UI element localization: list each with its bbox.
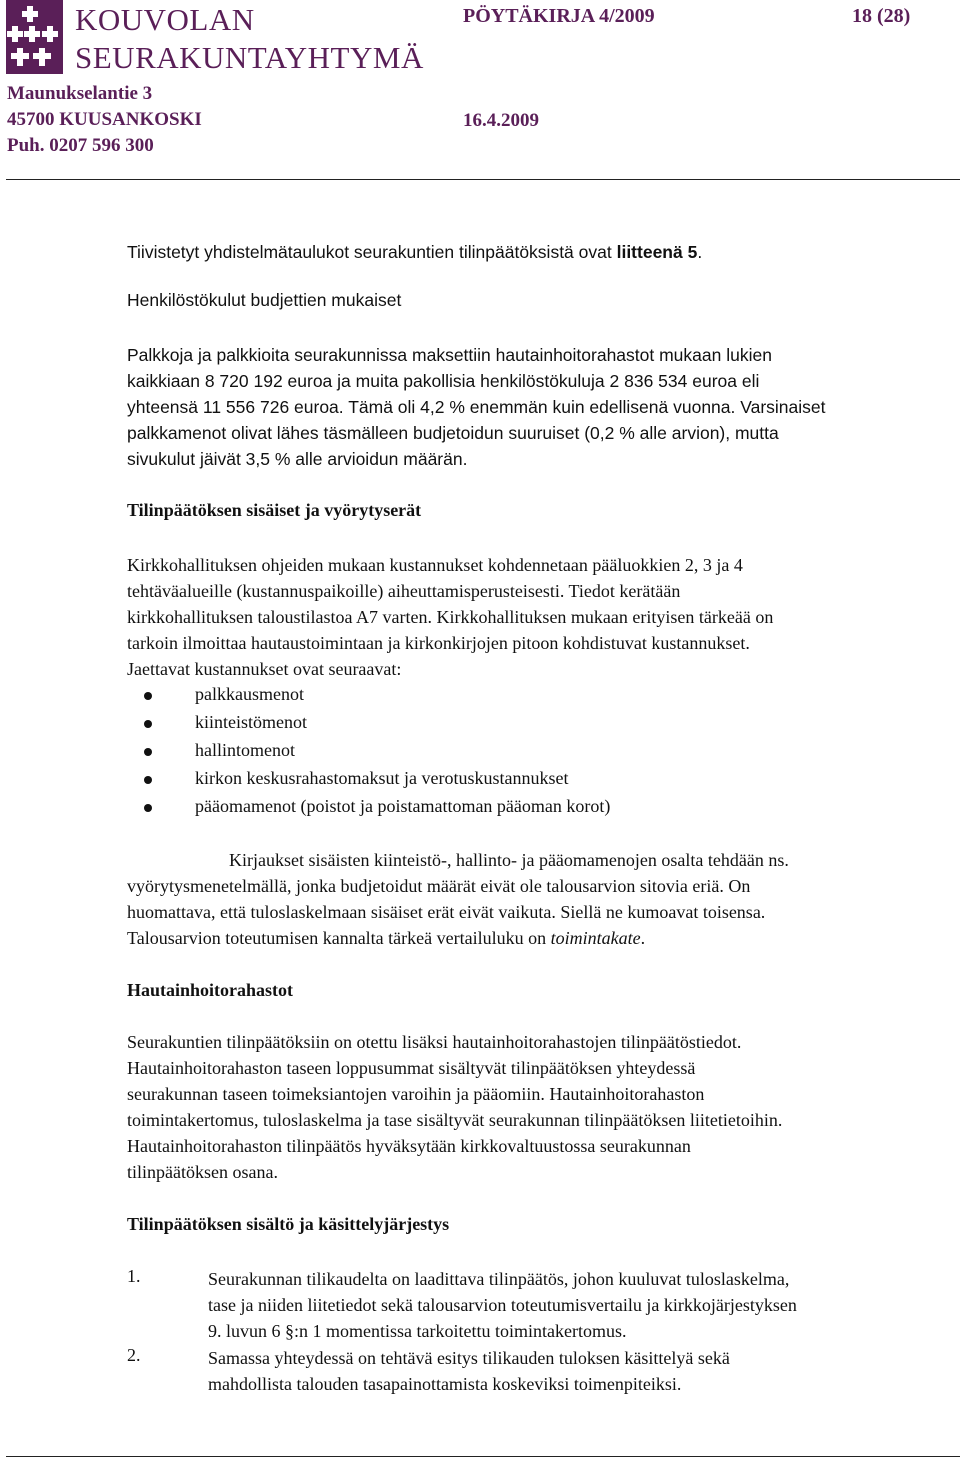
bullet-icon <box>144 692 152 700</box>
bullet-icon <box>144 804 152 812</box>
document-title: PÖYTÄKIRJA 4/2009 <box>463 5 655 27</box>
address-street: Maunukselantie 3 <box>7 83 153 104</box>
paragraph-line: tilinpäätöksen osana. <box>127 1162 278 1182</box>
paragraph-line: tehtäväalueille (kustannuspaikoille) aiheuttamisperusteisesti. Tiedot kerätään <box>127 581 681 601</box>
paragraph-text: Talousarvion toteutumisen kannalta tärkeä vertailuluku on <box>127 928 551 948</box>
paragraph-line: Kirkkohallituksen ohjeiden mukaan kustannukset kohdennetaan pääluokkien 2, 3 ja 4 <box>127 555 743 575</box>
bullet-item: palkkausmenot <box>195 684 304 704</box>
section2-heading: Tilinpäätöksen sisäiset ja vyörytyserät <box>127 500 422 520</box>
numbered-item <box>208 1266 797 1344</box>
bullet-item: kirkon keskusrahastomaksut ja verotuskustannukset <box>195 768 569 788</box>
paragraph-line: sivukulut jäivät 3,5 % alle arvioidun määrän. <box>127 449 468 469</box>
paragraph-line: toimintakertomus, tuloslaskelma ja tase sisältyvät seurakunnan tilinpäätöksen liitetietoihin. <box>127 1110 783 1130</box>
intro-bold-ref: liitteenä 5 <box>616 242 698 262</box>
numbered-item-line: 9. luvun 6 §:n 1 momentissa tarkoitettu toimintakertomus. <box>208 1321 627 1341</box>
paragraph-line: yhteensä 11 556 726 euroa. Tämä oli 4,2 % enemmän kuin edellisenä vuonna. Varsinaiset <box>127 397 826 417</box>
paragraph-line: Hautainhoitorahaston taseen loppusummat sisältyvät tilinpäätöksen yhteydessä <box>127 1058 696 1078</box>
paragraph-line: seurakunnan taseen toimeksiantojen varoihin ja pääomiin. Hautainhoitorahaston <box>127 1084 705 1104</box>
church-logo <box>6 0 63 74</box>
section3-heading: Hautainhoitorahastot <box>127 980 294 1000</box>
org-name-line1: KOUVOLAN <box>75 2 255 37</box>
bullet-item: hallintomenot <box>195 740 295 760</box>
paragraph-line: Palkkoja ja palkkioita seurakunnissa maksettiin hautainhoitorahastot mukaan lukien <box>127 345 772 365</box>
list-number: 1. <box>127 1266 141 1286</box>
org-name-line2: SEURAKUNTAYHTYMÄ <box>75 40 424 75</box>
section4-heading: Tilinpäätöksen sisältö ja käsittelyjärjestys <box>127 1214 450 1234</box>
bullet-icon <box>144 720 152 728</box>
numbered-item-line: tase ja niiden liitetiedot sekä talousarvion toteutumisvertailu ja kirkkojärjestyksen <box>208 1295 797 1315</box>
bullet-item: pääomamenot (poistot ja poistamattoman pääoman korot) <box>195 796 611 816</box>
document-date: 16.4.2009 <box>463 110 539 131</box>
phone-number: Puh. 0207 596 300 <box>7 135 154 156</box>
list-number: 2. <box>127 1345 141 1365</box>
paragraph-line: huomattava, että tuloslaskelmaan sisäiset erät eivät vaikuta. Siellä ne kumoavat toisensa. <box>127 902 766 922</box>
numbered-item-line: mahdollista talouden tasapainottamista koskeviksi toimenpiteiksi. <box>208 1374 682 1394</box>
page-number: 18 (28) <box>852 5 911 27</box>
address-city: 45700 KUUSANKOSKI <box>7 109 202 130</box>
paragraph-line: Hautainhoitorahaston tilinpäätös hyväksytään kirkkovaltuustossa seurakunnan <box>127 1136 691 1156</box>
section2b-paragraph <box>127 847 937 951</box>
numbered-item <box>208 1345 730 1397</box>
footer-divider <box>6 1456 960 1457</box>
bullet-icon <box>144 776 152 784</box>
intro-text: Tiivistetyt yhdistelmätaulukot seurakuntien tilinpäätöksistä ovat <box>127 242 617 262</box>
intro-paragraph <box>127 239 937 265</box>
section1-heading: Henkilöstökulut budjettien mukaiset <box>127 290 402 310</box>
paragraph-line: Jaettavat kustannukset ovat seuraavat: <box>127 659 402 679</box>
paragraph-line: kaikkiaan 8 720 192 euroa ja muita pakollisia henkilöstökuluja 2 836 534 euroa eli <box>127 371 760 391</box>
intro-end: . <box>697 242 703 262</box>
section2-paragraph <box>127 552 937 682</box>
numbered-item-line: Samassa yhteydessä on tehtävä esitys tilikauden tuloksen käsittelyä sekä <box>208 1348 730 1368</box>
header-divider <box>6 179 960 180</box>
paragraph-line: Seurakuntien tilinpäätöksiin on otettu lisäksi hautainhoitorahastojen tilinpäätöstiedot. <box>127 1032 742 1052</box>
paragraph-line: vyörytysmenetelmällä, jonka budjetoidut määrät eivät ole talousarvion sitovia eriä. On <box>127 876 751 896</box>
paragraph-line: palkkamenot olivat lähes täsmälleen budjetoidun suuruiset (0,2 % alle arvion), mutta <box>127 423 779 443</box>
bullet-item: kiinteistömenot <box>195 712 307 732</box>
paragraph-line: tarkoin ilmoittaa hautaustoimintaan ja kirkonkirjojen pitoon kohdistuvat kustannukset. <box>127 633 750 653</box>
paragraph-end: . <box>640 928 646 948</box>
italic-term: toimintakate <box>550 928 641 948</box>
paragraph-line: kirkkohallituksen taloustilastoa A7 varten. Kirkkohallituksen mukaan erityisen tärkeää on <box>127 607 774 627</box>
paragraph-line: Kirjaukset sisäisten kiinteistö-, hallinto- ja pääomamenojen osalta tehdään ns. <box>229 850 789 870</box>
section3-paragraph <box>127 1029 937 1185</box>
section1-paragraph <box>127 342 937 472</box>
bullet-icon <box>144 748 152 756</box>
numbered-item-line: Seurakunnan tilikaudelta on laadittava tilinpäätös, johon kuuluvat tuloslaskelma, <box>208 1269 790 1289</box>
paragraph-line <box>127 925 937 951</box>
